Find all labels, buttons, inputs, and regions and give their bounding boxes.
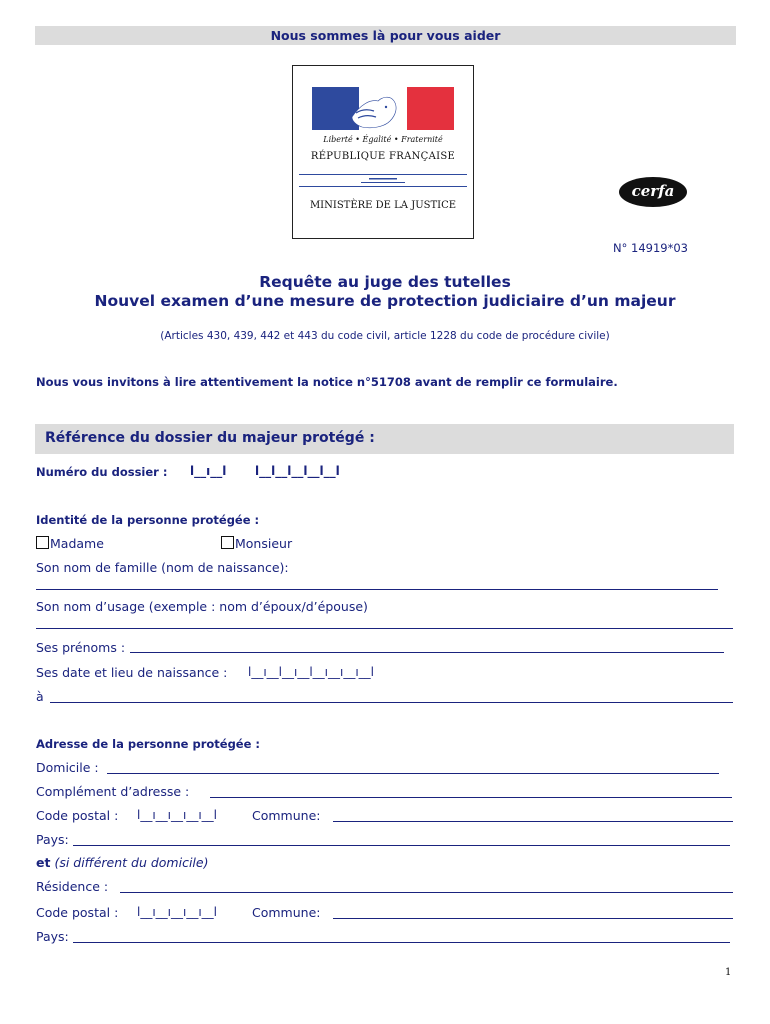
prenoms-label: Ses prénoms : [36,640,126,655]
si-different-label: (si différent du domicile) [54,855,209,870]
marianne-logo [292,65,474,239]
cerfa-number: N° 14919*03 [613,241,688,255]
form-title: Requête au juge des tutelles [259,273,511,291]
help-banner [35,26,736,45]
nom-famille-field[interactable] [36,589,718,590]
notice-invitation: Nous vous invitons à lire attentivement la notice n°51708 avant de remplir ce formulaire. [36,375,618,389]
page-number: 1 [725,967,732,978]
legal-articles: (Articles 430, 439, 442 et 443 du code civil, article 1228 du code de procédure civile) [160,330,610,342]
prenoms-field[interactable] [130,652,724,653]
et-label: et [36,855,51,870]
logo-republic: RÉPUBLIQUE FRANÇAISE [310,151,456,162]
pays-label: Pays: [36,832,69,847]
section-title: Référence du dossier du majeur protégé : [45,430,375,446]
numero-dossier-field-b[interactable]: l__l__l__l__l__l [255,464,340,478]
nom-usage-label: Son nom d’usage (exemple : nom d’époux/d’épouse) [36,599,368,614]
domicile-field[interactable] [107,773,719,774]
cerfa-label: cerfa [631,182,675,200]
logo-ministry: MINISTÈRE DE LA JUSTICE [309,200,457,211]
nom-famille-label: Son nom de famille (nom de naissance): [36,560,289,575]
monsieur-label: Monsieur [235,536,293,551]
cerfa-logo [619,177,687,207]
residence-label: Résidence : [36,879,109,894]
logo-lines-icon [299,172,467,192]
commune-residence-field[interactable] [333,918,733,919]
code-postal-residence-label: Code postal : [36,905,119,920]
form-subtitle: Nouvel examen d’une mesure de protection judiciaire d’un majeur [94,292,676,310]
code-postal-field[interactable]: l__ı__ı__ı__ı__l [137,808,218,822]
residence-note [36,855,208,870]
lieu-naissance-label: à [36,689,44,704]
residence-field[interactable] [120,892,733,893]
help-text: Nous sommes là pour vous aider [270,28,501,43]
madame-option[interactable] [36,536,104,551]
numero-dossier-field-a[interactable]: l__ı__l [190,464,227,478]
commune-label: Commune: [252,808,321,823]
commune-field[interactable] [333,821,733,822]
identite-title: Identité de la personne protégée : [36,513,260,527]
section-header-reference [35,424,734,454]
marianne-flag-icon [312,87,454,130]
complement-field[interactable] [210,797,732,798]
adresse-title: Adresse de la personne protégée : [36,737,260,751]
madame-label: Madame [50,536,104,551]
lieu-naissance-field[interactable] [50,702,733,703]
pays-residence-field[interactable] [73,942,730,943]
code-postal-residence-field[interactable]: l__ı__ı__ı__ı__l [137,905,218,919]
naissance-label: Ses date et lieu de naissance : [36,665,228,680]
nom-usage-field[interactable] [36,628,733,629]
monsieur-option[interactable] [221,536,292,551]
logo-motto: Liberté • Égalité • Fraternité [323,135,443,144]
monsieur-checkbox[interactable] [221,536,234,549]
complement-label: Complément d’adresse : [36,784,190,799]
code-postal-label: Code postal : [36,808,119,823]
domicile-label: Domicile : [36,760,99,775]
numero-dossier-label: Numéro du dossier : [36,465,168,479]
pays-field[interactable] [73,845,730,846]
naissance-date-field[interactable]: l__ı__l__ı__l__ı__ı__ı__l [248,665,375,679]
madame-checkbox[interactable] [36,536,49,549]
pays-residence-label: Pays: [36,929,69,944]
commune-residence-label: Commune: [252,905,321,920]
